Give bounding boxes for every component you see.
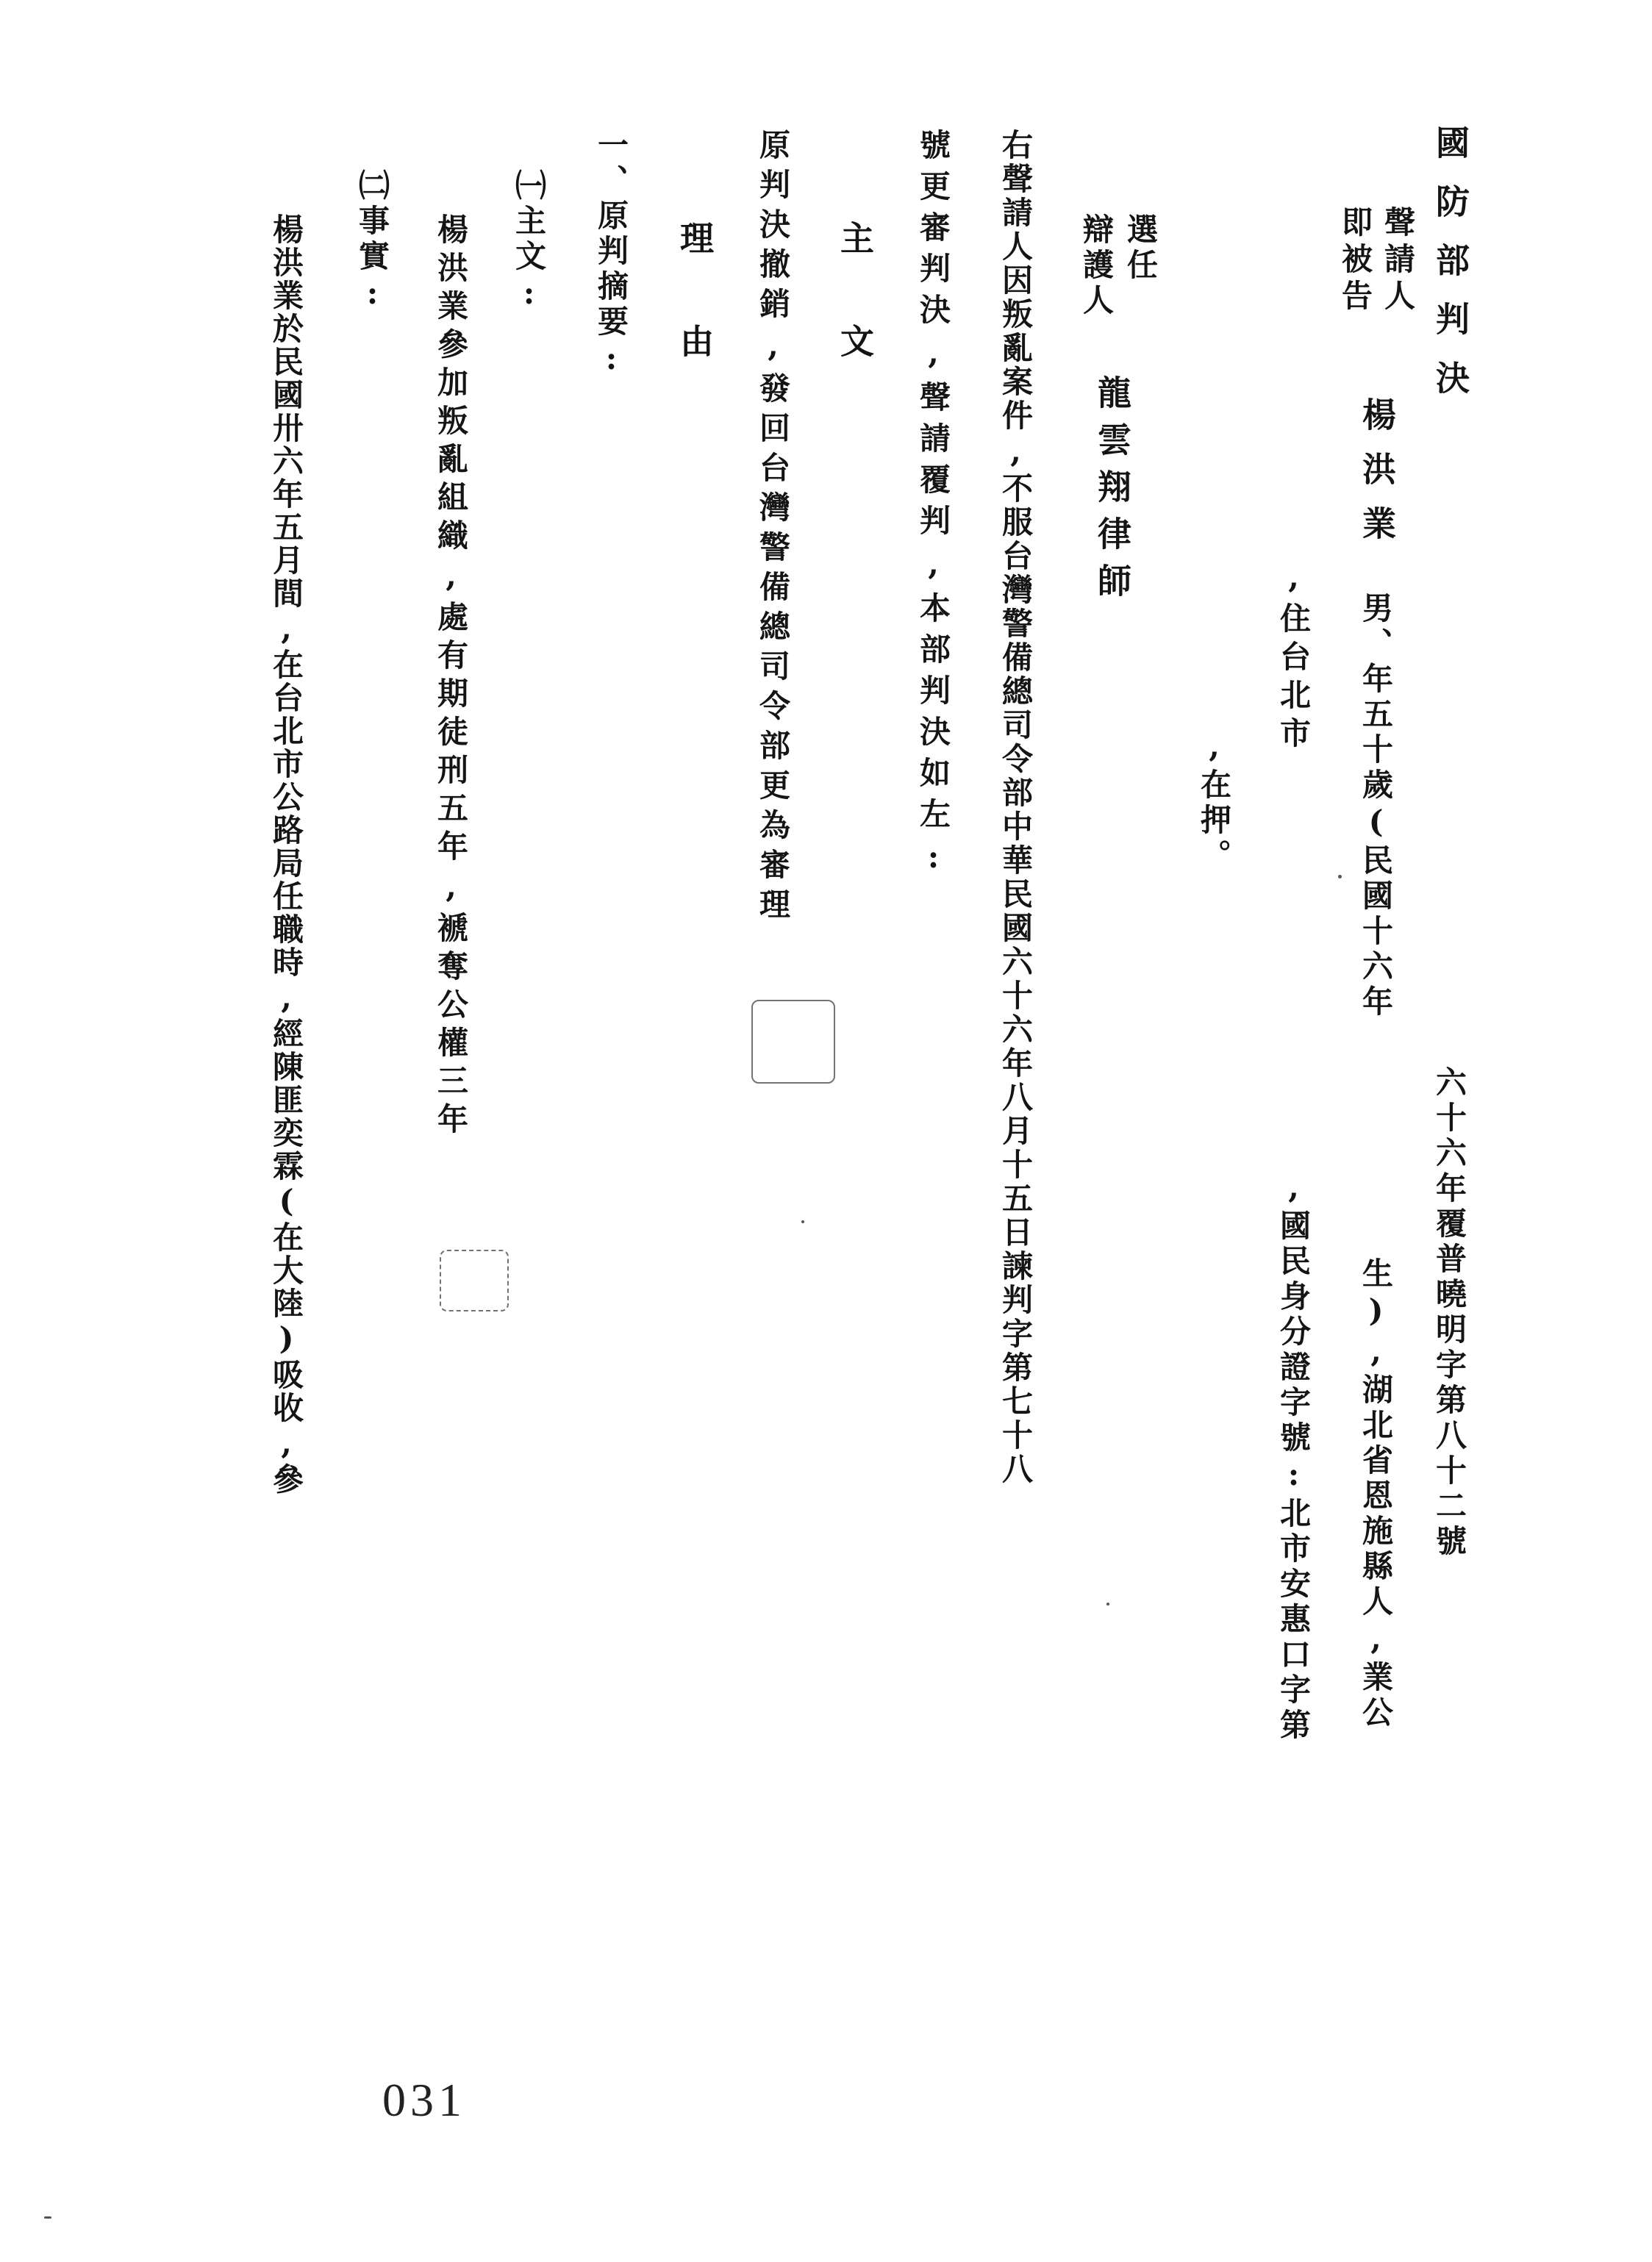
subsection-1-text: 楊洪業參加叛亂組織,處有期徒刑五年,褫奪公權三年 (433, 213, 469, 1141)
scan-speck (1106, 1603, 1109, 1606)
party-residence: ,住台北市 (1276, 559, 1312, 755)
custody-status: ,在押。 (1196, 728, 1232, 874)
defendant-name: 楊洪業 (1357, 397, 1397, 560)
reasons-heading: 理 由 (675, 221, 715, 372)
scan-speck (1338, 875, 1342, 878)
body-line-1: 右聲請人因叛亂案件,不服台灣警備總司令部中華民國六十六年八月十五日諫判字第七十八 (998, 129, 1034, 1486)
body-line-2: 號更審判決,聲請覆判,本部判決如左: (915, 129, 951, 885)
party-details-1: 男、年五十歲(民國十六年 (1358, 592, 1394, 1020)
counsel-label-a: 選任 (1123, 213, 1159, 284)
subsection-1-heading: ㈠主文: (511, 169, 547, 315)
main-text-heading: 主 文 (835, 221, 875, 372)
scan-speck (801, 1220, 804, 1223)
main-text: 原判決撤銷,發回台灣警備總司令部更為審理 (755, 129, 791, 928)
seal-stamp (751, 1000, 835, 1084)
page-number: 031 (382, 2074, 466, 2126)
section-1-heading: 一、原判摘要: (593, 129, 629, 381)
defendant-label: 即被告 (1337, 206, 1373, 316)
counsel-name: 龍雲翔律師 (1093, 375, 1132, 610)
subsection-2-heading: ㈡事實: (354, 169, 390, 315)
case-number: 六十六年覆普曉明字第八十二號 (1431, 1066, 1467, 1560)
seal-stamp-small (440, 1250, 509, 1311)
document-title: 國防部判決 (1431, 125, 1470, 419)
scan-speck (44, 2216, 51, 2219)
party-id-number: ,國民身分證字號:北市安惠口字第 (1276, 1169, 1312, 1744)
counsel-label-b: 辯護人 (1079, 213, 1115, 319)
party-details-1-cont: 生),湖北省恩施縣人,業公 (1358, 1257, 1394, 1731)
subsection-2-text: 楊洪業於民國卅六年五月間,在台北市公路局任職時,經陳匪奕霖(在大陸)吸收,參 (268, 213, 304, 1496)
petitioner-label: 聲請人 (1380, 206, 1416, 316)
